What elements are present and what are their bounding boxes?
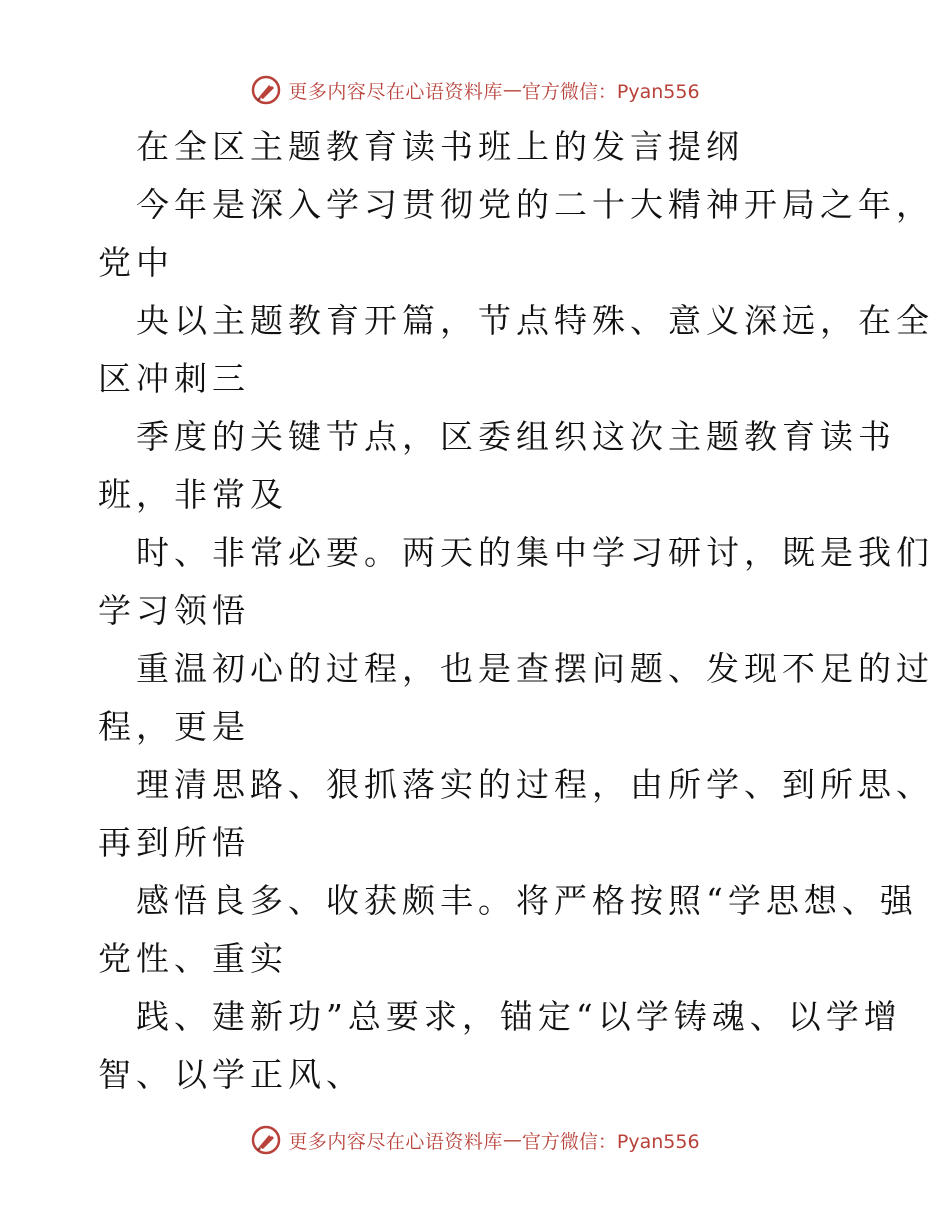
banner-contact: 官方微信：Pyan556: [521, 80, 700, 103]
text-line: 时、非常必要。两天的集中学习研讨，既是我们: [136, 533, 934, 572]
banner-text: 更多内容尽在心语资料库: [288, 80, 503, 103]
text-line: 班，非常及: [98, 475, 288, 514]
document-body: [98, 118, 934, 1104]
header-banner: [0, 70, 950, 110]
text-line: 季度的关键节点，区委组织这次主题教育读书: [136, 417, 896, 456]
text-line: 党性、重实: [98, 939, 288, 978]
text-line: 理清思路、狠抓落实的过程，由所学、到所思、: [136, 765, 934, 804]
banner-contact: 官方微信：Pyan556: [521, 1130, 700, 1153]
text-line: 重温初心的过程，也是查摆问题、发现不足的过: [136, 649, 934, 688]
text-line: 程，更是: [98, 707, 250, 746]
text-line: 央以主题教育开篇，节点特殊、意义深远，在全: [136, 301, 934, 340]
document-title: 在全区主题教育读书班上的发言提纲: [136, 127, 744, 166]
text-line: 今年是深入学习贯彻党的二十大精神开局之年，: [136, 185, 934, 224]
text-line: 党中: [98, 243, 174, 282]
pen-logo-icon: [250, 1124, 282, 1156]
footer-banner: [0, 1120, 950, 1160]
text-line: 践、建新功”总要求，锚定“以学铸魂、以学增: [136, 997, 902, 1036]
banner-text: 更多内容尽在心语资料库: [288, 1130, 503, 1153]
pen-logo-icon: [250, 74, 282, 106]
banner-dash: —: [502, 79, 522, 101]
text-line: 智、以学正风、: [98, 1055, 364, 1094]
banner-dash: —: [502, 1129, 522, 1151]
text-line: 感悟良多、收获颇丰。将严格按照“学思想、强: [136, 881, 918, 920]
text-line: 区冲刺三: [98, 359, 250, 398]
text-line: 再到所悟: [98, 823, 250, 862]
text-line: 学习领悟: [98, 591, 250, 630]
